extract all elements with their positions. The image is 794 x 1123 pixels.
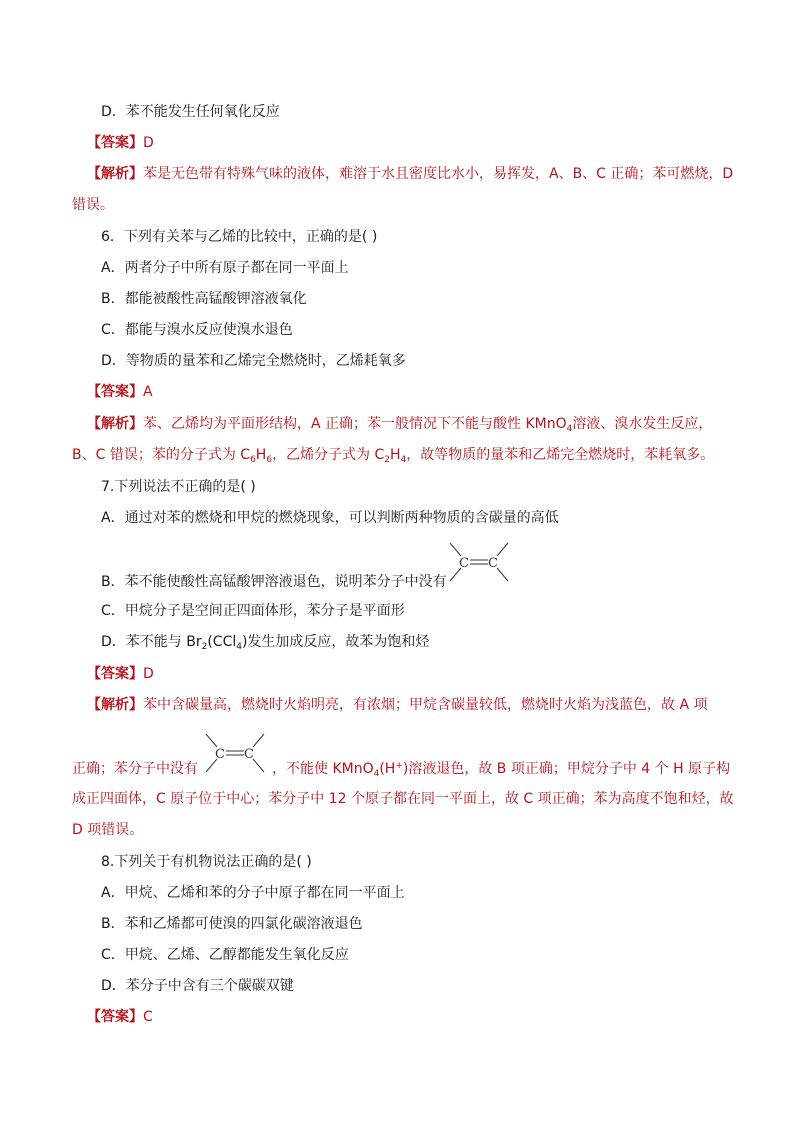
answer-value: D xyxy=(143,135,154,151)
subscript: 4 xyxy=(400,455,407,465)
answer-value: A xyxy=(143,384,153,400)
q7-analysis-line-2 xyxy=(72,759,730,779)
q7-answer xyxy=(87,664,154,684)
subscript: 6 xyxy=(250,455,256,465)
carbon-label: C xyxy=(459,556,469,571)
q8-option-c: C．甲烷、乙烯、乙醇都能发生氧化反应 xyxy=(101,947,349,963)
subscript: 2 xyxy=(201,642,208,652)
answer-tag: 【答案】 xyxy=(87,1009,143,1025)
q8-stem: 8.下列关于有机物说法正确的是( ) xyxy=(101,854,312,870)
analysis-text: 苯是无色带有特殊气味的液体，难溶于水且密度比水小，易挥发，A、B、C 正确；苯可燃烧，D xyxy=(143,166,734,182)
analysis-text: H xyxy=(390,447,401,463)
analysis-tag: 【解析】 xyxy=(87,166,143,182)
q6-analysis-line-2 xyxy=(72,445,714,465)
q5-answer xyxy=(87,133,154,153)
analysis-text: )溶液退色，故 B 项正确；甲烷分子中 4 个 H 原子构 xyxy=(402,761,731,777)
analysis-text: 苯、乙烯均为平面形结构，A 正确；苯一般情况下不能与酸性 KMnO xyxy=(143,416,567,432)
option-text: D．苯不能与 Br xyxy=(101,634,202,650)
option-text: (CCl xyxy=(207,634,237,650)
analysis-text: ，不能使 KMnO xyxy=(272,761,374,777)
q8-answer xyxy=(87,1007,153,1027)
q7-option-b: B．苯不能使酸性高锰酸钾溶液退色，说明苯分子中没有 xyxy=(101,574,447,590)
q6-stem: 6．下列有关苯与乙烯的比较中，正确的是( ) xyxy=(101,229,378,245)
q7-option-d xyxy=(101,632,429,652)
subscript: 4 xyxy=(373,769,380,779)
q5-analysis-line-2: 错误。 xyxy=(72,197,114,213)
q6-answer xyxy=(87,382,153,402)
answer-value: C xyxy=(143,1009,153,1025)
q8-option-b: B．苯和乙烯都可使溴的四氯化碳溶液退色 xyxy=(101,916,363,932)
q8-option-d: D．苯分子中含有三个碳碳双键 xyxy=(101,978,294,994)
subscript: 4 xyxy=(236,642,242,652)
q6-analysis-line-1 xyxy=(87,414,712,434)
q6-option-d: D．等物质的量苯和乙烯完全燃烧时，乙烯耗氧多 xyxy=(101,353,406,369)
analysis-text: 正确；苯分子中没有 xyxy=(72,761,198,777)
answer-value: D xyxy=(143,666,154,682)
q7-analysis-line-1 xyxy=(87,695,707,715)
analysis-text: B、C 错误；苯的分子式为 C xyxy=(72,447,251,463)
analysis-tag: 【解析】 xyxy=(87,697,143,713)
answer-tag: 【答案】 xyxy=(87,135,143,151)
answer-tag: 【答案】 xyxy=(87,384,143,400)
analysis-text: H xyxy=(255,447,267,463)
option-text: )发生加成反应，故苯为饱和烃 xyxy=(241,634,430,650)
carbon-double-bond-diagram xyxy=(447,540,511,584)
q6-option-b: B．都能被酸性高锰酸钾溶液氧化 xyxy=(101,291,307,307)
carbon-label: C xyxy=(488,556,498,571)
analysis-tag: 【解析】 xyxy=(87,416,143,432)
answer-tag: 【答案】 xyxy=(87,666,143,682)
subscript: 2 xyxy=(384,455,391,465)
subscript: 4 xyxy=(566,424,573,434)
q7-option-c: C．甲烷分子是空间正四面体形，苯分子是平面形 xyxy=(101,603,405,619)
superscript: + xyxy=(395,761,403,771)
carbon-label: C xyxy=(215,747,225,762)
q7-analysis-line-3: 成正四面体，C 原子位于中心；苯分子中 12 个原子都在同一平面上，故 C 项正确；苯为高度不饱和烃，故 xyxy=(72,791,734,807)
analysis-text: (H xyxy=(379,761,396,777)
analysis-text: ，乙烯分子式为 C xyxy=(272,447,385,463)
q7-option-a: A．通过对苯的燃烧和甲烷的燃烧现象，可以判断两种物质的含碳量的高低 xyxy=(101,510,559,526)
q6-option-c: C．都能与溴水反应使溴水退色 xyxy=(101,322,293,338)
subscript: 6 xyxy=(266,455,273,465)
q7-stem: 7.下列说法不正确的是( ) xyxy=(101,479,256,495)
q5-analysis-line-1 xyxy=(87,164,733,184)
carbon-label: C xyxy=(244,747,254,762)
q5-option-d: D．苯不能发生任何氧化反应 xyxy=(101,104,280,120)
analysis-text: 溶液、溴水发生反应， xyxy=(572,416,713,432)
q7-analysis-line-4: D 项错误。 xyxy=(72,822,144,838)
analysis-text: 苯中含碳量高，燃烧时火焰明亮，有浓烟；甲烷含碳量较低，燃烧时火焰为浅蓝色，故 A 项 xyxy=(143,697,708,713)
analysis-text: ，故等物质的量苯和乙烯完全燃烧时，苯耗氧多。 xyxy=(406,447,715,463)
q8-option-a: A．甲烷、乙烯和苯的分子中原子都在同一平面上 xyxy=(101,885,405,901)
q6-option-a: A．两者分子中所有原子都在同一平面上 xyxy=(101,260,349,276)
